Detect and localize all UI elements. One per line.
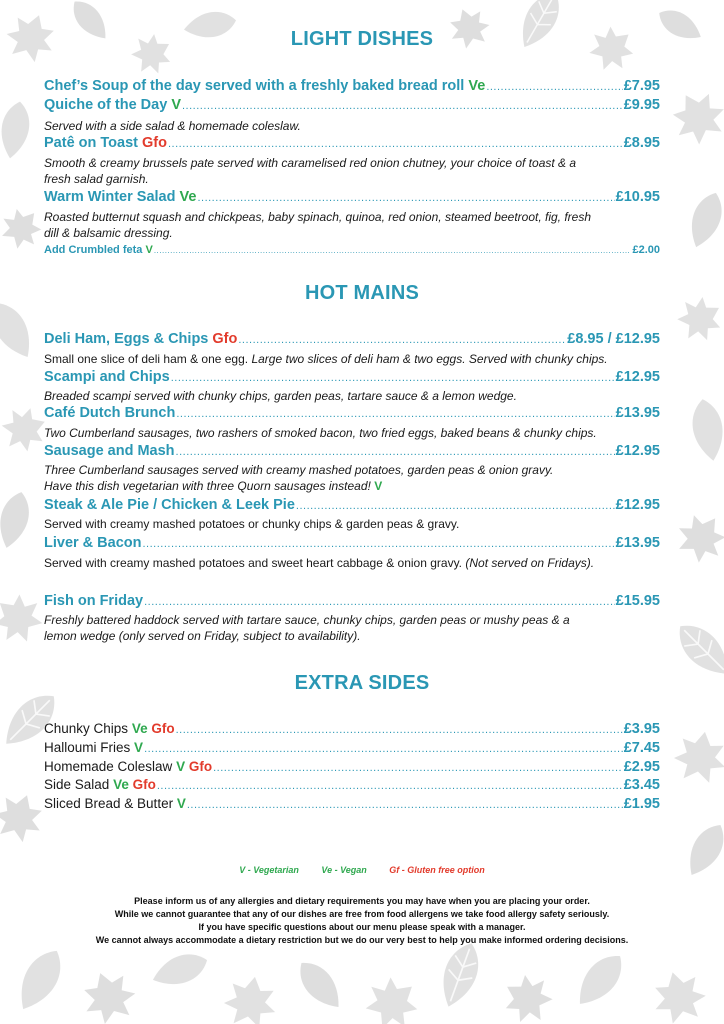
fish-friday-description: Freshly battered haddock served with tartare sauce, chunky chips, garden peas or mushy peas & a lemon wedge (only served on Friday, subject to availability). [44, 613, 570, 643]
notice-line: Please inform us of any allergies and dietary requirements you may have when you are placing your order. [134, 896, 590, 906]
vegetarian-tag: V [176, 759, 186, 774]
quiche-description: Served with a side salad & homemade coleslaw. [44, 119, 301, 133]
price: £2.95 [623, 759, 660, 775]
price: £8.95 [623, 135, 660, 151]
price: £15.95 [615, 593, 660, 609]
price: £12.95 [615, 369, 660, 385]
legend-vegan: Ve - Vegan [321, 865, 367, 875]
vegan-tag: Ve [113, 777, 129, 792]
price: £3.95 [623, 721, 660, 737]
section-title-hot-mains: HOT MAINS [304, 282, 420, 304]
menu-item-quiche: Quiche of the Day V ..... £9.95 [44, 97, 660, 113]
price: £9.95 [623, 97, 660, 113]
menu-item-pate: Patê on Toast Gfo ..... £8.95 [44, 135, 660, 151]
price: £13.95 [615, 405, 660, 421]
side-item-halloumi-fries: Halloumi Fries V ..... £7.45 [44, 740, 660, 756]
side-item-bread-butter: Sliced Bread & Butter V ..... £1.95 [44, 796, 660, 812]
vegetarian-tag: V [145, 244, 153, 256]
vegan-tag: Ve [131, 721, 148, 736]
price: £12.95 [615, 497, 660, 513]
notice-line: If you have specific questions about our menu please speak with a manager. [198, 922, 526, 932]
price: £12.95 [615, 443, 660, 459]
legend-gluten-free: Gf - Gluten free option [389, 865, 485, 875]
vegetarian-tag: V [134, 740, 144, 755]
winter-salad-description: Roasted butternut squash and chickpeas, baby spinach, quinoa, red onion, steamed beetroot, fig, fresh dill & balsamic dressing. [44, 210, 592, 240]
price: £7.95 [623, 78, 660, 94]
section-title-light-dishes: LIGHT DISHES [290, 28, 434, 50]
section-title-extra-sides: EXTRA SIDES [294, 672, 430, 694]
menu-item-scampi: Scampi and Chips ..... £12.95 [44, 369, 660, 385]
gluten-free-tag: Gfo [132, 777, 156, 792]
liver-bacon-description: Served with creamy mashed potatoes and sweet heart cabbage & onion gravy. (Not served on Fridays). [44, 556, 595, 570]
price: £3.45 [623, 777, 660, 793]
price: £10.95 [615, 189, 660, 205]
vegetarian-tag: V [171, 97, 181, 113]
side-item-side-salad: Side Salad Ve Gfo ..... £3.45 [44, 777, 660, 793]
dutch-brunch-description: Two Cumberland sausages, two rashers of smoked bacon, two fried eggs, baked beans & chunky chips. [44, 426, 597, 440]
price: £2.00 [632, 244, 660, 256]
gluten-free-tag: Gfo [212, 331, 238, 347]
vegetarian-tag: V [374, 479, 383, 493]
dietary-legend [0, 865, 724, 875]
sausage-mash-description: Three Cumberland sausages served with creamy mashed potatoes, garden peas & onion gravy. Have this dish vegetarian with three Quorn sausages instead! V [44, 463, 554, 493]
gluten-free-tag: Gfo [188, 759, 213, 774]
menu-item-winter-salad: Warm Winter Salad Ve ..... £10.95 [44, 189, 660, 205]
notice-line: We cannot always accommodate a dietary restriction but we do our very best to help you make informed ordering decisions. [95, 935, 629, 945]
legend-vegetarian: V - Vegetarian [239, 865, 299, 875]
menu-item-fish-friday: Fish on Friday ..... £15.95 [44, 593, 660, 609]
side-item-chunky-chips: Chunky Chips Ve Gfo ..... £3.95 [44, 721, 660, 737]
pate-description: Smooth & creamy brussels pate served with caramelised red onion chutney, your choice of toast & a fresh salad garnish. [44, 156, 577, 186]
menu-item-sausage-mash: Sausage and Mash ..... £12.95 [44, 443, 660, 459]
price: £8.95 / £12.95 [567, 331, 660, 347]
scampi-description: Breaded scampi served with chunky chips, garden peas, tartare sauce & a lemon wedge. [44, 389, 517, 403]
side-item-coleslaw: Homemade Coleslaw V Gfo ..... £2.95 [44, 759, 660, 775]
price: £13.95 [615, 535, 660, 551]
price: £7.45 [623, 740, 660, 756]
menu-item-pies: Steak & Ale Pie / Chicken & Leek Pie ..... £12.95 [44, 497, 660, 513]
menu-item-liver-bacon: Liver & Bacon ..... £13.95 [44, 535, 660, 551]
pies-description: Served with creamy mashed potatoes or chunky chips & garden peas & gravy. [44, 517, 460, 531]
gluten-free-tag: Gfo [142, 135, 167, 151]
menu-item-add-feta: Add Crumbled feta V ..... £2.00 [44, 244, 660, 256]
deli-ham-description: Small one slice of deli ham & one egg. Large two slices of deli ham & two eggs. Served with chunky chips. [44, 352, 608, 366]
menu-item-dutch-brunch: Café Dutch Brunch ..... £13.95 [44, 405, 660, 421]
price: £1.95 [623, 796, 660, 812]
vegetarian-tag: V [176, 796, 186, 811]
notice-line: While we cannot guarantee that any of our dishes are free from food allergens we take food allergy safety seriously. [114, 909, 610, 919]
vegan-tag: Ve [468, 78, 486, 94]
gluten-free-tag: Gfo [151, 721, 175, 736]
allergy-notice [0, 895, 724, 947]
vegan-tag: Ve [179, 189, 197, 205]
menu-item-deli-ham: Deli Ham, Eggs & Chips Gfo ..... £8.95 / £12.95 [44, 331, 660, 347]
menu-item-soup: Chef’s Soup of the day served with a freshly baked bread roll Ve ..... £7.95 [44, 78, 660, 94]
